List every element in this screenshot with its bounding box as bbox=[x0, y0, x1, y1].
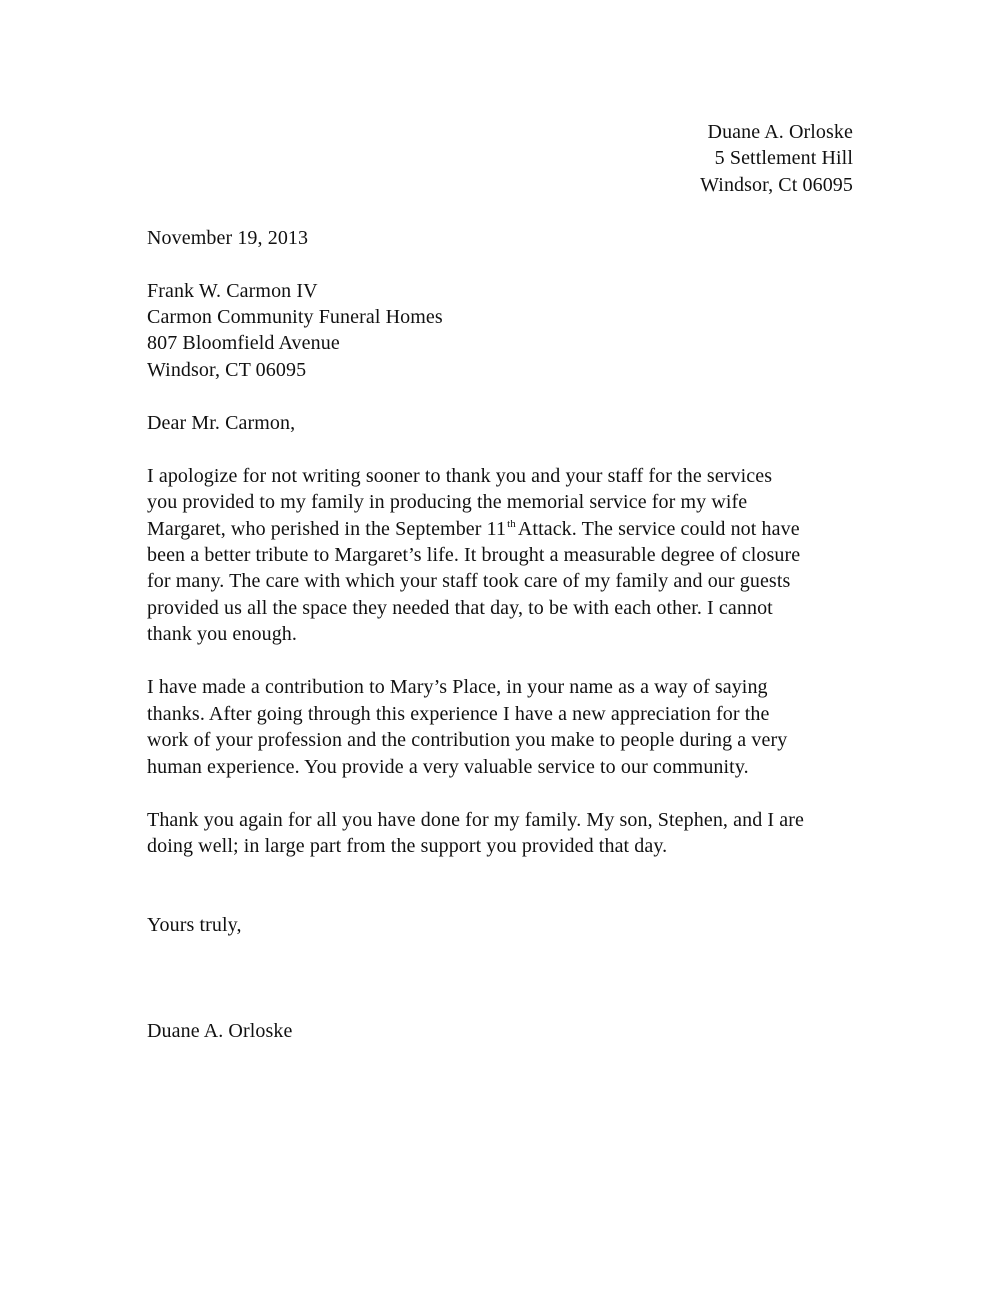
sender-street: 5 Settlement Hill bbox=[714, 147, 853, 169]
paragraph-1-line: thank you enough. bbox=[147, 623, 298, 645]
paragraph-1-line: been a better tribute to Margaret’s life. It brought a measurable degree of closure bbox=[147, 544, 801, 566]
recipient-street: 807 Bloomfield Avenue bbox=[147, 332, 340, 354]
paragraph-1-line: you provided to my family in producing the memorial service for my wife bbox=[147, 491, 748, 513]
recipient-city-state-zip: Windsor, CT 06095 bbox=[147, 359, 307, 381]
paragraph-1-line: provided us all the space they needed that day, to be with each other. I cannot bbox=[147, 597, 773, 619]
recipient-name: Frank W. Carmon IV bbox=[147, 280, 318, 302]
ordinal-superscript: th bbox=[507, 518, 516, 530]
paragraph-3-line: Thank you again for all you have done for my family. My son, Stephen, and I are bbox=[147, 809, 804, 831]
paragraph-1-text: Margaret, who perished in the September 11 bbox=[147, 518, 507, 540]
closing: Yours truly, bbox=[147, 914, 242, 936]
paragraph-2-line: thanks. After going through this experience I have a new appreciation for the bbox=[147, 703, 770, 725]
letter-date: November 19, 2013 bbox=[147, 227, 309, 249]
sender-city-state-zip: Windsor, Ct 06095 bbox=[700, 174, 853, 196]
paragraph-2-line: work of your profession and the contribution you make to people during a very bbox=[147, 729, 788, 751]
signature-name: Duane A. Orloske bbox=[147, 1020, 293, 1042]
sender-name: Duane A. Orloske bbox=[707, 121, 853, 143]
paragraph-3-line: doing well; in large part from the support you provided that day. bbox=[147, 835, 668, 857]
paragraph-2-line: human experience. You provide a very valuable service to our community. bbox=[147, 756, 749, 778]
salutation: Dear Mr. Carmon, bbox=[147, 412, 296, 434]
paragraph-1-text: Attack. The service could not have bbox=[517, 518, 800, 540]
paragraph-1-line bbox=[147, 516, 800, 542]
paragraph-1-line: I apologize for not writing sooner to thank you and your staff for the services bbox=[147, 465, 773, 487]
paragraph-1-line: for many. The care with which your staff took care of my family and our guests bbox=[147, 570, 791, 592]
recipient-company: Carmon Community Funeral Homes bbox=[147, 306, 443, 328]
paragraph-2-line: I have made a contribution to Mary’s Place, in your name as a way of saying bbox=[147, 676, 768, 698]
